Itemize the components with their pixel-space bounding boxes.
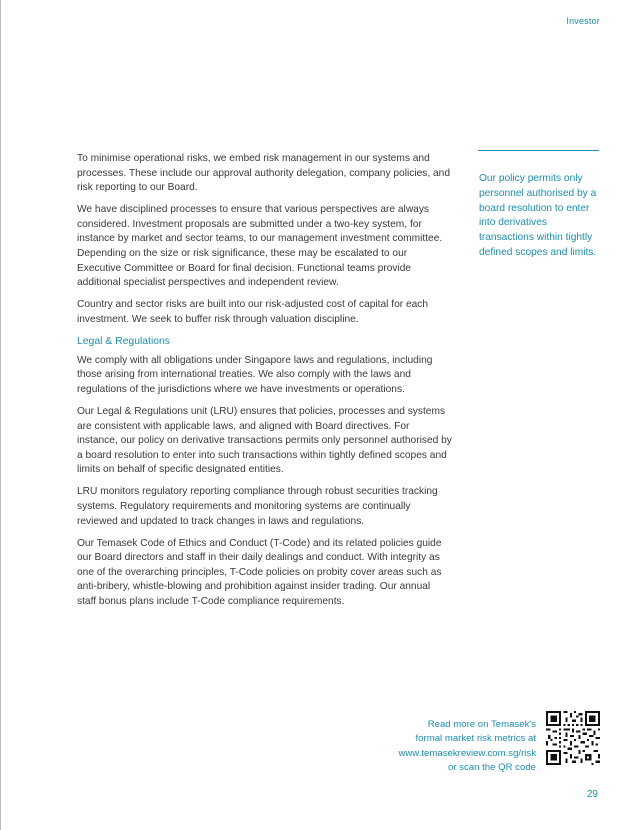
qr-code-icon[interactable] xyxy=(546,711,600,765)
paragraph-operational-risk: To minimise operational risks, we embed risk management in our systems and processes. These include our approval authority delegation, company policies, and risk reporting to our Board. xyxy=(77,153,451,194)
page-number: 29 xyxy=(586,789,598,800)
paragraph-lru-monitoring: LRU monitors regulatory reporting compliance through robust securities tracking systems. Regulatory requirements and monitoring systems are continually reviewed and updated to track changes in laws and regulations. xyxy=(77,486,438,527)
callout-line-1: Read more on Temasek's xyxy=(427,719,536,730)
callout-line-4: or scan the QR code xyxy=(448,761,536,773)
paragraph-compliance: We comply with all obligations under Singapore laws and regulations, including those arising from international treaties. We also comply with the laws and regulations of the jurisdictions where we have investments or operations. xyxy=(77,354,433,395)
paragraph-disciplined-processes: We have disciplined processes to ensure that various perspectives are always considered. Investment proposals are submitted under a two-key system, for instance by market and sector teams, to our management investment committee. Depending on the size or risk significance, these may be escalated to our Executive Committee or Board for final decision. Functional teams provide additional specialist perspectives and independent review. xyxy=(77,204,443,289)
paragraph-lru: Our Legal & Regulations unit (LRU) ensures that policies, processes and systems are consistent with applicable laws, and aligned with Board directives. For instance, our policy on derivative transactions permits only personnel authorised by a board resolution to enter into such transactions within tightly defined scopes and limits on behalf of specific designated entities. xyxy=(77,405,452,476)
paragraph-t-code: Our Temasek Code of Ethics and Conduct (T-Code) and its related policies guide our Board directors and staff in their daily dealings and conduct. With integrity as one of the overarching principles, T-Code policies on probity cover areas such as anti-bribery, whistle-blowing and prohibition against insider trading. Our annual staff bonus plans include T-Code compliance requirements. xyxy=(77,537,442,608)
sidebar-pull-quote: Our policy permits only personnel authorised by a board resolution to enter into derivatives transactions within tightly defined scopes and limits. xyxy=(479,173,597,258)
read-more-callout xyxy=(296,718,536,775)
sidebar-divider xyxy=(478,150,599,151)
section-label: Investor xyxy=(566,16,600,26)
callout-link[interactable]: www.temasekreview.com.sg/risk xyxy=(398,747,536,759)
callout-line-2: formal market risk metrics at xyxy=(415,733,536,745)
main-text-column xyxy=(77,152,452,617)
paragraph-country-risk: Country and sector risks are built into our risk-adjusted cost of capital for each investment. We seek to buffer risk through valuation discipline. xyxy=(77,299,429,325)
page-edge-rule xyxy=(0,0,1,830)
heading-legal-regulations: Legal & Regulations xyxy=(77,336,171,348)
